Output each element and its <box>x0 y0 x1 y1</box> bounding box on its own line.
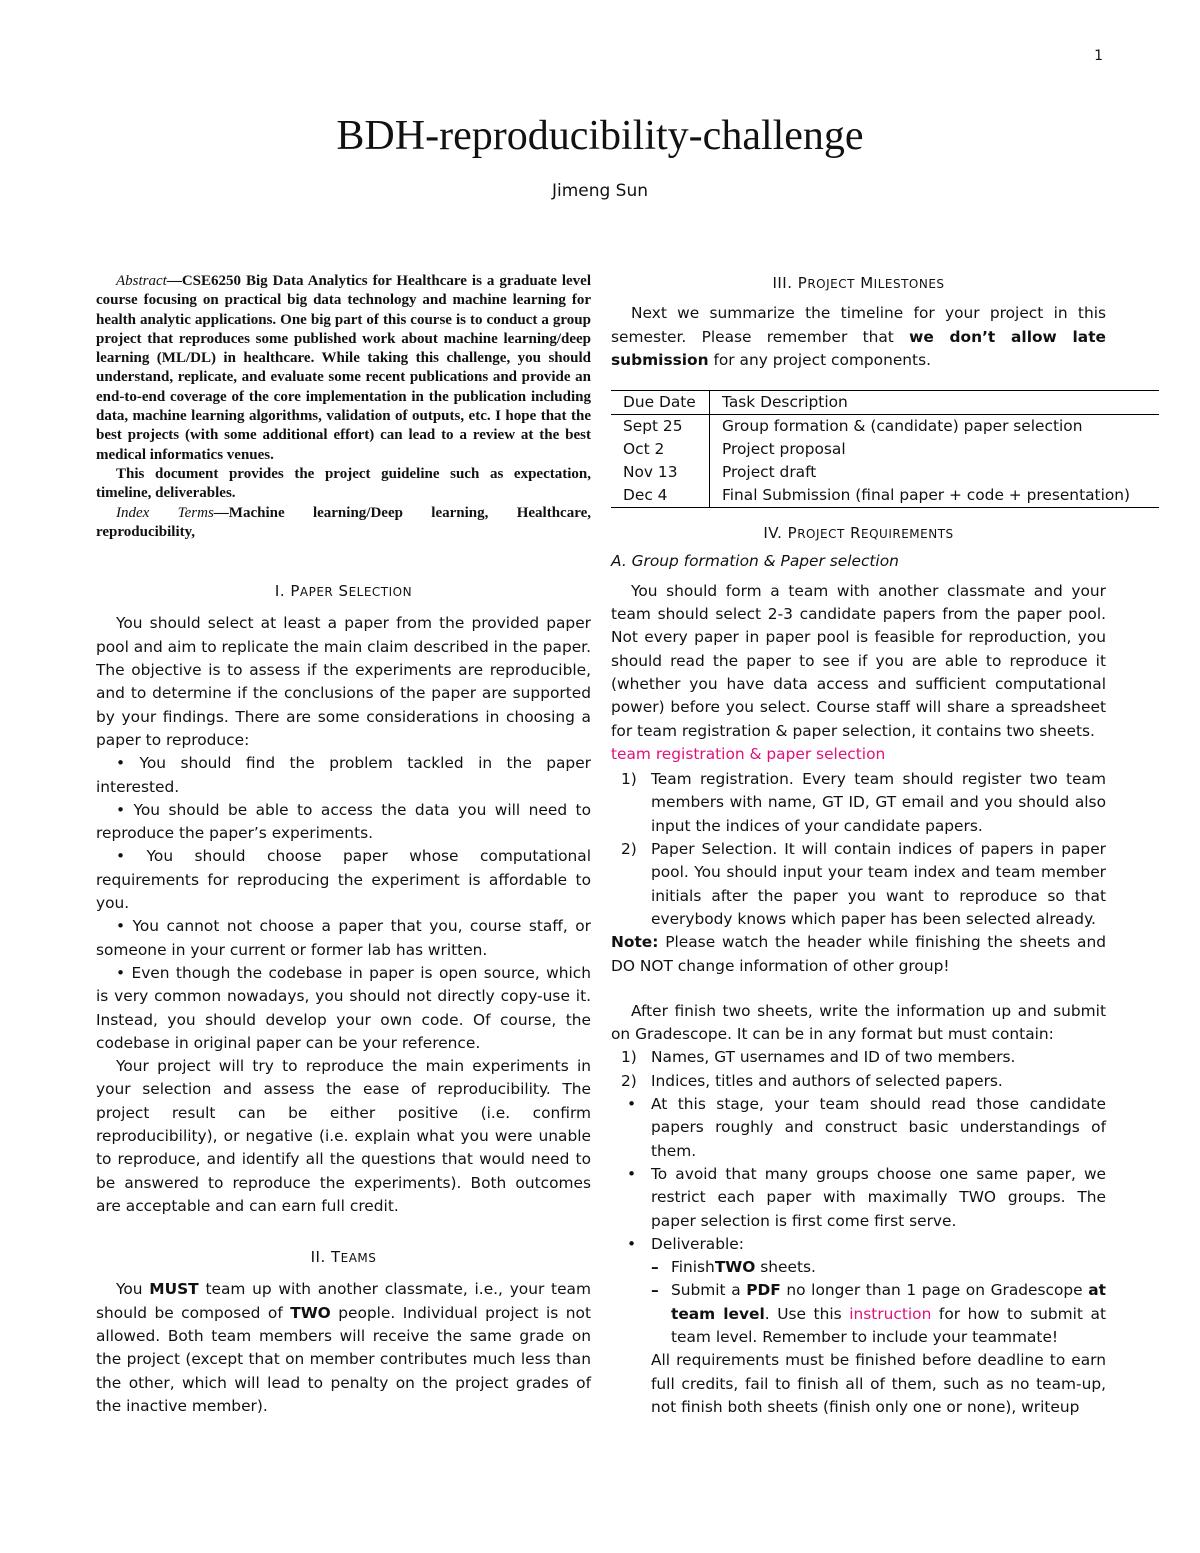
abstract-para2: This document provides the project guideline such as expectation, timeline, deliverables. <box>96 465 591 502</box>
table-row <box>611 484 1159 508</box>
table-header-row <box>611 391 1159 415</box>
list-item: – Submit a PDF no longer than 1 page on Gradescope at team level. Use this instruction for how to submit at team level. Remember to include your teammate! <box>651 1281 1106 1346</box>
table-header: Due Date <box>611 391 710 415</box>
table-row <box>611 438 1159 461</box>
table-cell: Sept 25 <box>611 415 710 439</box>
sec2-body: You MUST team up with another classmate, i.e., your team should be composed of TWO people. Individual project is not allowed. Both team members will receive the same grade on the project (except that on member contributes much less than the other, which will lead to penalty on the project grades of the inactive member). <box>96 1280 591 1415</box>
list-item: • To avoid that many groups choose one same paper, we restrict each paper with maximally TWO groups. The paper selection is first come first serve. <box>627 1164 1106 1230</box>
list-item: 1) Team registration. Every team should register two team members with name, GT ID, GT email and you should also input the indices of your candidate papers. <box>621 770 1106 835</box>
sec4-para2: After finish two sheets, write the information up and submit on Gradescope. It can be in any format but must contain: <box>611 1001 1106 1044</box>
list-item: • At this stage, your team should read those candidate papers roughly and construct basic understandings of them. <box>627 1095 1106 1160</box>
subsection-heading: A. Group formation & Paper selection <box>611 552 899 571</box>
sec3-body: Next we summarize the timeline for your project in this semester. Please remember that we don’t allow late submission for any project components. <box>611 304 1106 369</box>
sec1-bullet: • Even though the codebase in paper is open source, which is very common nowadays, you should not directly copy-use it. Instead, you should develop your own code. Of course, the codebase in original paper can be your reference. <box>96 963 591 1052</box>
table-header: Task Description <box>710 391 1160 415</box>
table-cell: Nov 13 <box>611 461 710 484</box>
abstract <box>96 272 591 542</box>
abstract-label: Abstract <box>116 273 167 289</box>
registration-list <box>611 768 1106 931</box>
left-column <box>96 272 591 1418</box>
table-cell: Final Submission (final paper + code + presentation) <box>710 484 1160 508</box>
table-cell: Oct 2 <box>611 438 710 461</box>
table-row <box>611 461 1159 484</box>
sec4-para3: All requirements must be finished before deadline to earn full credits, fail to finish all of them, such as no team-up, not finish both sheets (finish only one or none), writeup <box>651 1351 1106 1416</box>
sec1-outro: Your project will try to reproduce the main experiments in your selection and assess the ease of reproducibility. The project result can be either positive (i.e. confirm reproducibility), or negative (i.e. explain what you were unable to reproduce, and identify all the questions that would need to be answered to reproduce the experiments). Both outcomes are acceptable and can earn full credit. <box>96 1057 591 1215</box>
abstract-text: —CSE6250 Big Data Analytics for Healthcare is a graduate level course focusing on practical big data technology and machine learning for health analytic applications. One big part of this course is to conduct a group project that reproduces some published work about machine learning/deep learning (ML/DL) in healthcare. While taking this challenge, you should understand, replicate, and evaluate some recent publications and provide an end-to-end coverage of the core implementation in the publication including data, machine learning algorithms, validation of outputs, etc. I hope that the best projects (with some additional effort) can lead to a review at the best medical informatics venues. <box>96 273 591 463</box>
author-name: Jimeng Sun <box>551 181 649 201</box>
list-item: 1) Names, GT usernames and ID of two members. <box>621 1048 1016 1067</box>
index-terms-label: Index Terms <box>116 504 214 521</box>
page-number: 1 <box>1094 48 1103 64</box>
section-heading-paper-selection: I. PAPER SELECTION <box>274 582 413 601</box>
index-terms: —Machine learning/Deep learning, Healthcare, reproducibility, <box>96 504 591 540</box>
sec1-intro: You should select at least a paper from the provided paper pool and aim to replicate the main claim described in the paper. The objective is to assess if the experiments are reproducible, and to determine if the conclusions of the paper are supported by your findings. There are some considerations in choosing a paper to reproduce: <box>96 614 591 749</box>
table-cell: Project proposal <box>722 440 846 459</box>
sec1-bullet: • You should choose paper whose computational requirements for reproducing the experiment is affordable to you. <box>96 847 591 913</box>
table-cell: Project draft <box>722 463 817 482</box>
list-item: • Deliverable: <box>627 1234 744 1253</box>
paper-title: BDH-reproducibility-challenge <box>336 113 864 159</box>
milestones-table <box>611 390 1159 508</box>
list-item: – FinishTWO sheets. <box>651 1258 816 1277</box>
requirements-bullets <box>611 1093 1106 1256</box>
section-heading-teams: II. TEAMS <box>310 1248 377 1267</box>
note: Note: Please watch the header while finishing the sheets and DO NOT change information of other group! <box>611 933 1106 975</box>
sec1-bullet: • You should be able to access the data you will need to reproduce the paper’s experiments. <box>96 800 591 843</box>
right-column <box>611 272 1131 1419</box>
list-item: 2) Paper Selection. It will contain indices of papers in paper pool. You should input your team index and team member initials after the paper you want to reproduce so that everybody knows which paper has been selected already. <box>621 840 1106 928</box>
section-heading-requirements: IV. PROJECT REQUIREMENTS <box>763 524 954 543</box>
deliverable-sublist <box>611 1256 1106 1349</box>
table-cell: Dec 4 <box>611 484 710 508</box>
submission-list <box>611 1046 1106 1093</box>
sec1-bullet: • You should find the problem tackled in the paper interested. <box>96 754 591 796</box>
table-cell: Group formation & (candidate) paper selection <box>722 417 1083 436</box>
section-heading-milestones: III. PROJECT MILESTONES <box>772 274 945 292</box>
sec4-para1: You should form a team with another classmate and your team should select 2-3 candidate papers from the paper pool. Not every paper in paper pool is feasible for reproduction, you should read the paper to see if you are able to reproduce it (whether you have data access and sufficient computational power) before you select. Course staff will share a spreadsheet for team registration & paper selection, it contains two sheets. <box>611 581 1106 740</box>
table-row <box>611 415 1159 439</box>
list-item: 2) Indices, titles and authors of selected papers. <box>621 1071 1003 1090</box>
spreadsheet-link[interactable]: team registration & paper selection <box>611 744 886 763</box>
sec1-bullet: • You cannot not choose a paper that you, course staff, or someone in your current or former lab has written. <box>96 917 591 959</box>
instruction-link[interactable]: instruction <box>849 1304 932 1323</box>
